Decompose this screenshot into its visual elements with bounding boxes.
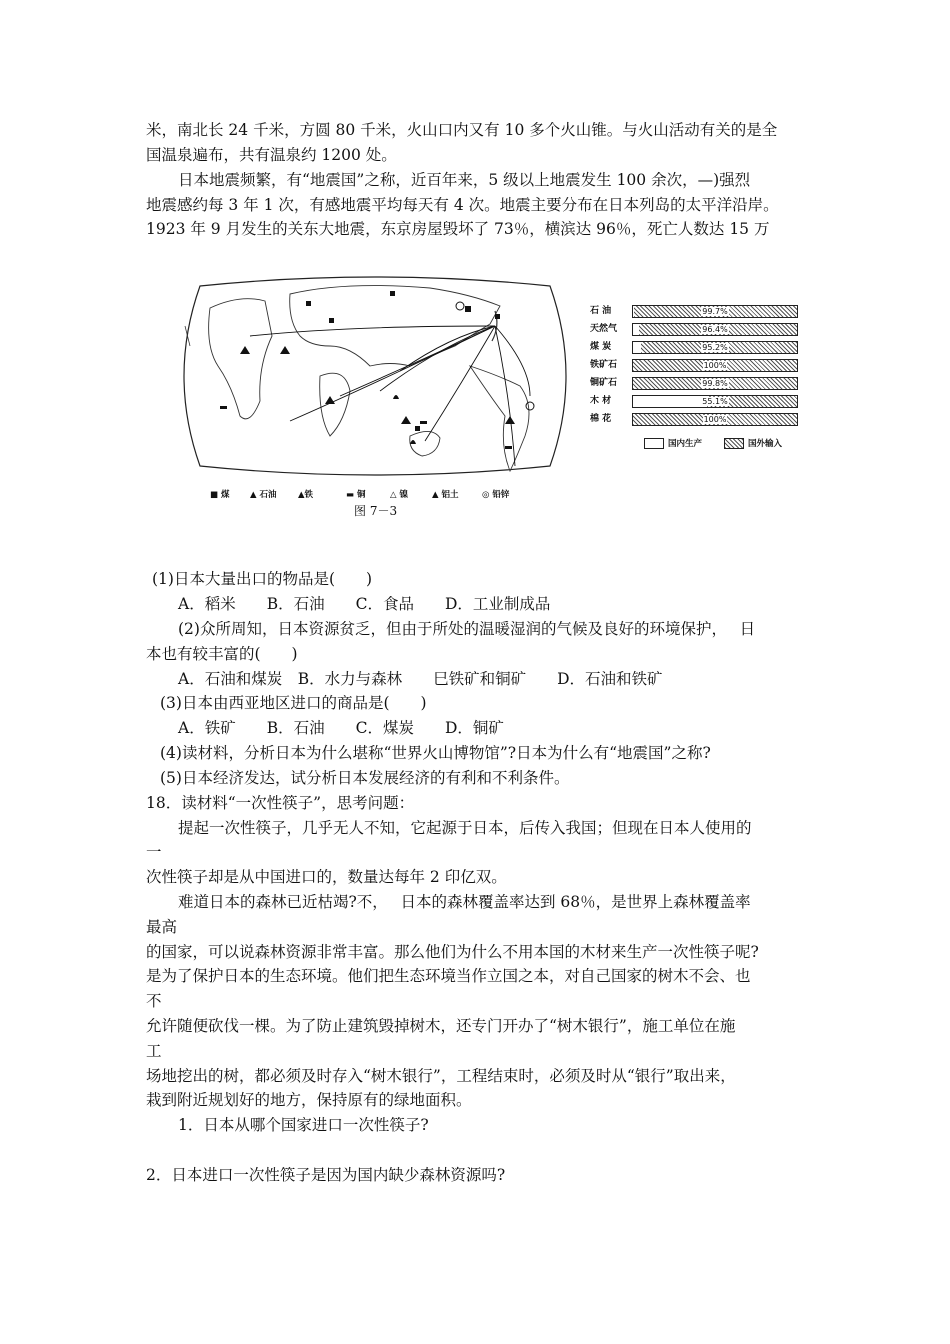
bar-value-label: [633, 324, 797, 335]
bar-value-text: 99.8%: [702, 379, 728, 388]
section-18-line: 一: [146, 843, 162, 861]
bar-row: [590, 358, 800, 372]
bar-value-text: 100%: [703, 415, 727, 424]
coal-marker: [465, 306, 471, 312]
bar-value-label: [633, 378, 797, 389]
bar-track: [632, 341, 798, 354]
paragraph-line: 国温泉遍布，共有温泉约 1200 处。: [146, 146, 397, 164]
legend-bauxite: ▲ 铝土: [432, 490, 459, 500]
figure-7-3: [170, 266, 800, 526]
iron-marker: [505, 416, 515, 424]
map-legend: [210, 486, 570, 502]
copper-marker: [505, 446, 512, 449]
world-map: [170, 266, 580, 486]
section-18-line: 不: [146, 992, 162, 1010]
section-18-line: 提起一次性筷子，几乎无人不知，它起源于日本，后传入我国；但现在日本人使用的: [178, 819, 752, 837]
bar-category-label: 煤 炭: [590, 342, 612, 352]
iron-marker: [240, 346, 250, 354]
coal-marker: [495, 314, 500, 319]
bar-track: [632, 395, 798, 408]
question-3-options: A．铁矿 B．石油 C．煤炭 D．铜矿: [178, 719, 504, 737]
iron-marker: [401, 416, 411, 424]
section-18-line: 次性筷子却是从中国进口的，数量达每年 2 印亿双。: [146, 868, 507, 886]
bar-row: [590, 394, 800, 408]
bar-track: [632, 305, 798, 318]
bar-category-label: 天然气: [590, 324, 618, 334]
bar-track: [632, 359, 798, 372]
question-1-options: A．稻米 B．石油 C．食品 D．工业制成品: [178, 595, 551, 613]
bar-row: [590, 412, 800, 426]
paragraph-line: 日本地震频繁，有“地震国”之称，近百年来，5 级以上地震发生 100 余次，—)强烈: [178, 171, 751, 189]
section-18-line: 允许随便砍伐一棵。为了防止建筑毁掉树木，还专门开办了“树木银行”，施工单位在施: [146, 1017, 736, 1035]
section-18-line: 的国家，可以说森林资源非常丰富。那么他们为什么不用本国的木材来生产一次性筷子呢?: [146, 943, 759, 961]
sub-question-2: 2．日本进口一次性筷子是因为国内缺少森林资源吗?: [146, 1166, 506, 1184]
section-18-title: 18．读材料“一次性筷子”，思考问题：: [146, 794, 415, 812]
question-2: (2)众所周知，日本资源贫乏，但由于所处的温暖湿润的气候及良好的环境保护， 日: [178, 620, 756, 638]
coal-marker: [306, 301, 311, 306]
bar-row: [590, 340, 800, 354]
section-18-line: 最高: [146, 918, 178, 936]
question-4: (4)读材料，分析日本为什么堪称“世界火山博物馆”?日本为什么有“地震国”之称?: [160, 744, 711, 762]
coal-marker: [329, 318, 334, 323]
bar-track: [632, 323, 798, 336]
legend-iron: ▲铁: [298, 490, 314, 500]
legend-coal: ■ 煤: [210, 490, 230, 500]
bar-legend: [644, 436, 814, 450]
legend-imported: 国外输入: [748, 439, 783, 449]
legend-copper: ▬ 铜: [346, 490, 366, 500]
coal-marker: [390, 291, 395, 296]
question-5: (5)日本经济发达，试分析日本发展经济的有利和不利条件。: [160, 769, 570, 787]
iron-marker: [325, 396, 335, 404]
bar-value-text: 100%: [703, 361, 727, 370]
bar-track: [632, 413, 798, 426]
legend-leadzinc: ◎ 铅锌: [482, 490, 510, 500]
copper-marker: [420, 421, 427, 424]
leadzinc-marker: [526, 402, 534, 410]
paragraph-line: 地震感约每 3 年 1 次，有感地震平均每天有 4 次。地震主要分布在日本列岛的太平洋沿岸。: [146, 196, 779, 214]
bar-value-text: 95.2%: [702, 343, 728, 352]
question-1: (1)日本大量出口的物品是( ): [152, 570, 373, 588]
legend-domestic: 国内生产: [668, 439, 703, 449]
section-18-line: 工: [146, 1042, 162, 1060]
sub-question-1: 1．日本从哪个国家进口一次性筷子?: [178, 1116, 429, 1134]
bar-track: [632, 377, 798, 390]
figure-caption: 图 7－3: [354, 504, 398, 518]
bar-value-label: [633, 360, 797, 371]
bar-value-label: [633, 396, 797, 407]
bar-value-text: 96.4%: [702, 325, 728, 334]
bar-category-label: 木 材: [590, 396, 612, 406]
bar-value-label: [633, 414, 797, 425]
section-18-line: 是为了保护日本的生态环境。他们把生态环境当作立国之本，对自己国家的树木不会、也: [146, 967, 751, 985]
bar-value-text: 55.1%: [702, 397, 728, 406]
section-18-line: 场地挖出的树，都必须及时存入“树木银行”，工程结束时，必须及时从“银行”取出来，: [146, 1067, 736, 1085]
iron-marker: [280, 346, 290, 354]
bar-category-label: 铁矿石: [590, 360, 618, 370]
legend-nickel: △ 镍: [390, 490, 409, 500]
bar-category-label: 铜矿石: [590, 378, 618, 388]
bar-category-label: 棉 花: [590, 414, 612, 424]
domestic-swatch: [644, 438, 664, 449]
question-2-cont: 本也有较丰富的( ): [146, 645, 298, 663]
bar-row: [590, 304, 800, 318]
section-18-line: 难道日本的森林已近枯竭?不， 日本的森林覆盖率达到 68％，是世界上森林覆盖率: [178, 893, 751, 911]
bar-value-text: 99.7%: [702, 307, 728, 316]
question-3: (3)日本由西亚地区进口的商品是( ): [160, 694, 427, 712]
coal-marker: [415, 426, 420, 431]
bar-value-label: [633, 342, 797, 353]
bar-value-label: [633, 306, 797, 317]
paragraph-line: 1923 年 9 月发生的关东大地震，东京房屋毁坏了 73％，横滨达 96％，死亡人数达 15 万: [146, 220, 770, 238]
bar-row: [590, 376, 800, 390]
legend-oil: ▲ 石油: [250, 490, 277, 500]
question-2-options: A．石油和煤炭 B．水力与森林 巳铁矿和铜矿 D．石油和铁矿: [178, 670, 663, 688]
bar-category-label: 石 油: [590, 306, 612, 316]
copper-marker: [220, 406, 227, 409]
imported-swatch: [724, 438, 744, 449]
paragraph-line: 米，南北长 24 千米，方圆 80 千米，火山口内又有 10 多个火山锥。与火山活动有关的是全: [146, 121, 778, 139]
leadzinc-marker: [456, 302, 464, 310]
bar-row: [590, 322, 800, 336]
section-18-line: 栽到附近规划好的地方，保持原有的绿地面积。: [146, 1091, 472, 1109]
